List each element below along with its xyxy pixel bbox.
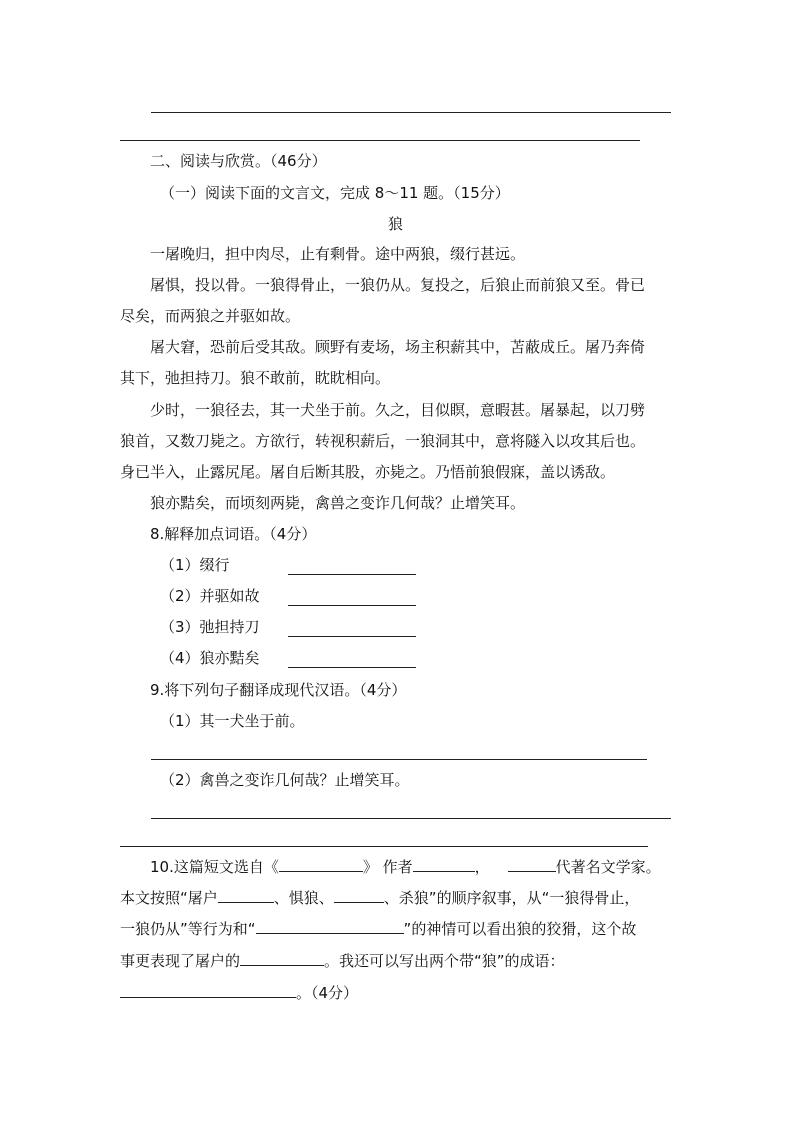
passage-line: 身已半入，止露尻尾。屠自后断其股，亦毙之。乃悟前狼假寐，盖以诱敌。 bbox=[120, 463, 616, 481]
q10-text: 10.这篇短文选自《 bbox=[150, 858, 279, 876]
q10-line bbox=[120, 919, 636, 939]
q10-text: 、惧狼、 bbox=[273, 889, 334, 907]
passage-line: 屠大窘，恐前后受其敌。顾野有麦场，场主积薪其中，苫蔽成丘。屠乃奔倚 bbox=[150, 338, 646, 356]
q10-line bbox=[120, 888, 639, 908]
q8-answer-blank[interactable] bbox=[288, 636, 416, 637]
question-9-prompt: 9.将下列句子翻译成现代汉语。（4分） bbox=[150, 681, 407, 699]
passage-title: 狼 bbox=[388, 215, 404, 233]
q8-item: （3）弛担持刀 bbox=[160, 618, 260, 636]
q10-blank-book[interactable] bbox=[279, 857, 363, 872]
q10-line bbox=[120, 951, 565, 971]
passage-line: 其下，弛担持刀。狼不敢前，眈眈相向。 bbox=[120, 369, 391, 387]
q10-text: 、杀狼”的顺序叙事，从“一狼得骨止， bbox=[383, 889, 640, 907]
q10-blank-dynasty[interactable] bbox=[508, 857, 556, 872]
passage-line: 屠惧，投以骨。一狼得骨止，一狼仍从。复投之，后狼止而前狼又至。骨已 bbox=[150, 276, 646, 294]
q10-text: 事更表现了屠户的 bbox=[120, 952, 241, 970]
answer-line bbox=[151, 112, 671, 113]
q8-answer-blank[interactable] bbox=[288, 574, 416, 575]
passage-line: 尽矣，而两狼之并驱如故。 bbox=[120, 307, 301, 325]
q10-text: 。我还可以写出两个带“狼”的成语： bbox=[324, 952, 565, 970]
q10-text: 本文按照“屠户 bbox=[120, 889, 218, 907]
q10-blank-quality[interactable] bbox=[240, 951, 324, 966]
q10-blank-author[interactable] bbox=[413, 857, 475, 872]
q8-item: （4）狼亦黠矣 bbox=[160, 649, 260, 667]
q10-text: 》 作者 bbox=[362, 858, 413, 876]
section-heading: 二、阅读与欣赏。（46分） bbox=[150, 152, 327, 170]
passage-line: 少时，一狼径去，其一犬坐于前。久之，目似瞑，意暇甚。屠暴起，以刀劈 bbox=[150, 401, 646, 419]
q9-item: （2）禽兽之变诈几何哉？止增笑耳。 bbox=[160, 771, 410, 789]
q8-answer-blank[interactable] bbox=[288, 667, 416, 668]
q10-text: ”的神情可以看出狼的狡猾，这个故 bbox=[403, 920, 637, 938]
passage-line: 一屠晚归，担中肉尽，止有剩骨。途中两狼，缀行甚远。 bbox=[150, 245, 526, 263]
q10-text: 代著名文学家。 bbox=[555, 858, 661, 876]
q10-line bbox=[150, 857, 661, 877]
q9-answer-line[interactable] bbox=[151, 759, 647, 760]
q10-text: 一狼仍从”等行为和“ bbox=[120, 920, 256, 938]
q8-answer-blank[interactable] bbox=[288, 605, 416, 606]
q8-item: （1）缀行 bbox=[160, 556, 230, 574]
q10-blank-event2[interactable] bbox=[334, 888, 384, 903]
q10-blank-idioms[interactable] bbox=[120, 983, 296, 998]
part-instruction: （一）阅读下面的文言文，完成 8～11 题。（15分） bbox=[160, 184, 510, 202]
q9-answer-line[interactable] bbox=[120, 846, 648, 847]
q10-blank-expression[interactable] bbox=[256, 919, 404, 934]
q9-answer-line[interactable] bbox=[151, 818, 671, 819]
q9-item: （1）其一犬坐于前。 bbox=[160, 712, 305, 730]
q10-text: 。（4分） bbox=[296, 984, 359, 1002]
passage-line: 狼首，又数刀毙之。方欲行，转视积薪后，一狼洞其中，意将隧入以攻其后也。 bbox=[120, 432, 646, 450]
passage-line: 狼亦黠矣，而顷刻两毙，禽兽之变诈几何哉？止增笑耳。 bbox=[150, 494, 526, 512]
q10-line bbox=[120, 983, 358, 1003]
answer-line bbox=[120, 140, 640, 141]
q10-blank-event1[interactable] bbox=[218, 888, 274, 903]
question-8-prompt: 8.解释加点词语。（4分） bbox=[150, 525, 317, 543]
q10-text: ， bbox=[474, 858, 490, 876]
q8-item: （2）并驱如故 bbox=[160, 587, 260, 605]
